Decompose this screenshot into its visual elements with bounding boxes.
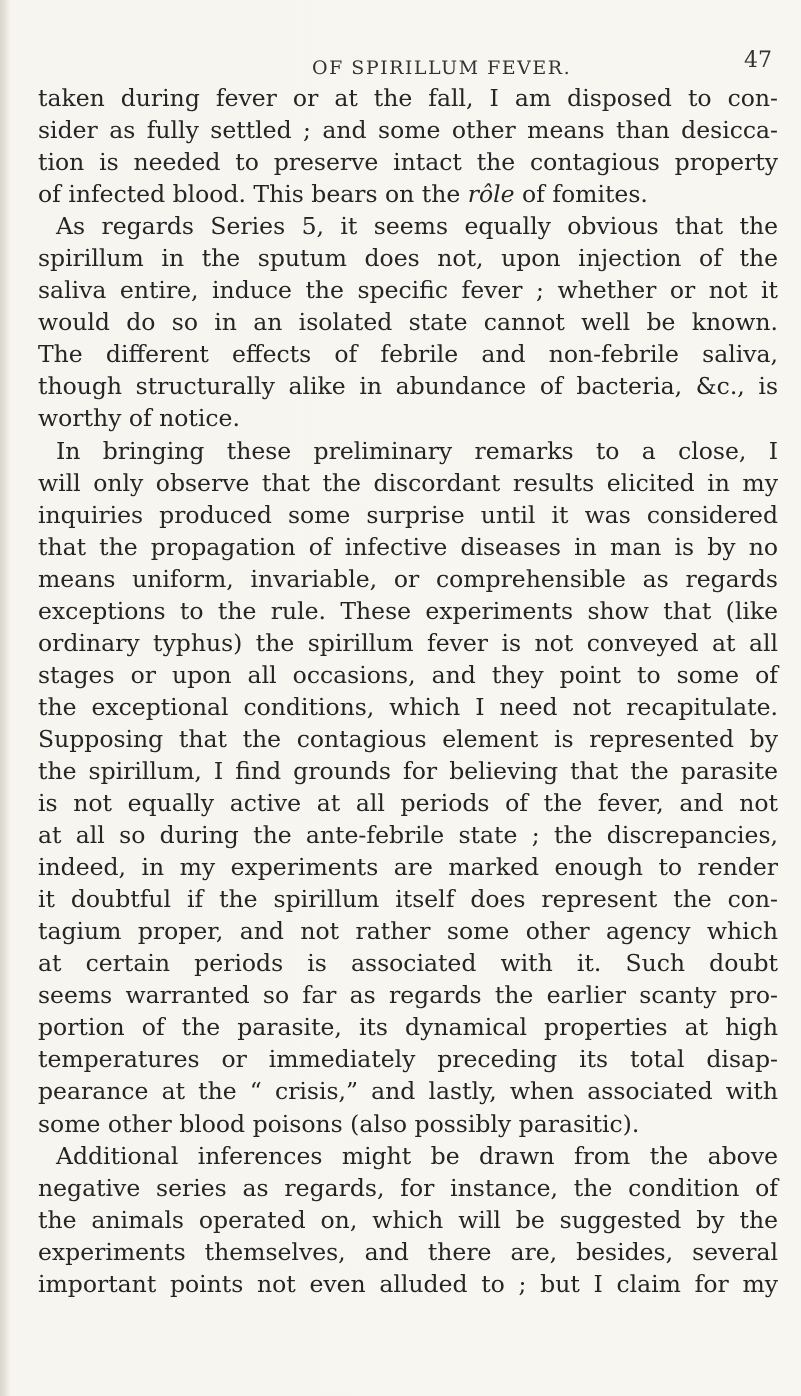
text-line: important points not even alluded to ; but I claim for my — [38, 1269, 778, 1298]
text-line — [38, 178, 778, 210]
text-line: at certain periods is associated with it. Such doubt — [38, 949, 778, 978]
text-line: the exceptional conditions, which I need not recapitulate. — [38, 692, 778, 721]
text-line: taken during fever or at the fall, I am disposed to con- — [38, 84, 778, 112]
text-line: As regards Series 5, it seems equally obvious that the — [56, 212, 778, 241]
text-line: Supposing that the contagious element is represented by — [38, 724, 778, 753]
text-line: tagium proper, and not rather some other agency which — [38, 917, 778, 946]
text-line: Additional inferences might be drawn from the above — [56, 1141, 778, 1170]
text-line: means uniform, invariable, or comprehensible as regards — [38, 564, 778, 593]
page-number: 47 — [744, 48, 772, 73]
text-line: inquiries produced some surprise until it was considered — [38, 500, 778, 529]
text-line: ordinary typhus) the spirillum fever is not conveyed at all — [38, 628, 778, 657]
running-head: OF SPIRILLUM FEVER. — [312, 57, 572, 79]
text-line: at all so during the ante-febrile state ; the discrepancies, — [38, 821, 778, 850]
text-line: In bringing these preliminary remarks to a close, I — [56, 436, 778, 465]
text-line: indeed, in my experiments are marked enough to render — [38, 853, 778, 882]
text-line: worthy of notice. — [38, 404, 240, 433]
text-line: though structurally alike in abundance of bacteria, &c., is — [38, 372, 778, 401]
text-line: the animals operated on, which will be suggested by the — [38, 1205, 778, 1234]
text-line: portion of the parasite, its dynamical properties at high — [38, 1013, 778, 1042]
text-line: experiments themselves, and there are, besides, several — [38, 1237, 778, 1266]
text-line: tion is needed to preserve intact the contagious property — [38, 148, 778, 177]
text-line: some other blood poisons (also possibly parasitic). — [38, 1109, 640, 1138]
text-segment: of infected blood. This bears on the — [38, 180, 468, 209]
text-line: seems warranted so far as regards the earlier scanty pro- — [38, 981, 778, 1010]
italic-term: rôle — [467, 180, 515, 209]
text-line: would do so in an isolated state cannot well be known. — [38, 308, 778, 337]
text-line: negative series as regards, for instance, the condition of — [38, 1173, 778, 1202]
text-line: saliva entire, induce the specific fever ; whether or not it — [38, 276, 778, 305]
text-line: the spirillum, I find grounds for believing that the parasite — [38, 756, 778, 785]
text-line: stages or upon all occasions, and they point to some of — [38, 660, 778, 689]
text-line: The different effects of febrile and non-febrile saliva, — [38, 340, 778, 369]
body-text — [38, 82, 778, 1300]
text-segment: of fomites. — [514, 180, 648, 209]
text-line: sider as fully settled ; and some other means than desicca- — [38, 116, 778, 145]
text-line: will only observe that the discordant results elicited in my — [38, 468, 778, 497]
text-line: is not equally active at all periods of the fever, and not — [38, 789, 778, 818]
binding-shadow — [0, 0, 10, 1396]
text-line: pearance at the “ crisis,” and lastly, when associated with — [38, 1077, 778, 1106]
text-line: it doubtful if the spirillum itself does represent the con- — [38, 885, 778, 914]
text-line: spirillum in the sputum does not, upon injection of the — [38, 244, 778, 273]
text-line: temperatures or immediately preceding its total disap- — [38, 1045, 778, 1074]
text-line: that the propagation of infective diseases in man is by no — [38, 532, 778, 561]
text-line: exceptions to the rule. These experiments show that (like — [38, 596, 778, 625]
